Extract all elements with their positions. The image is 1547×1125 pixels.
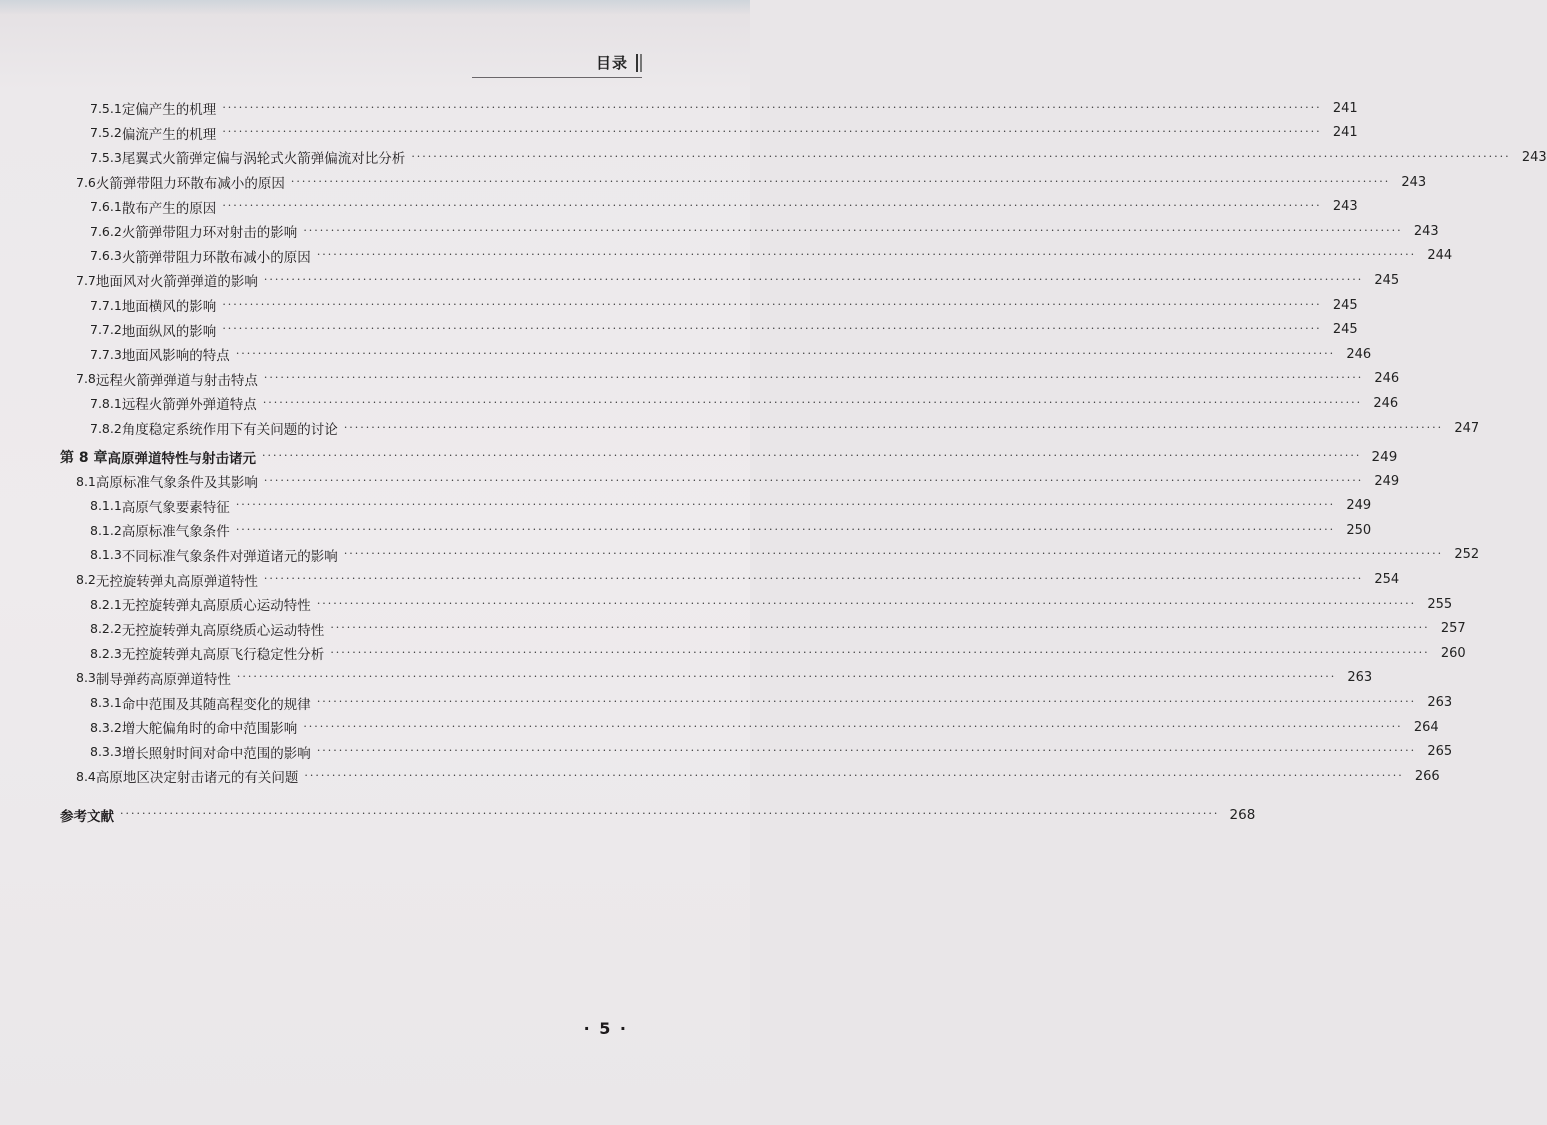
toc-subsection-entry [60, 715, 1439, 740]
toc-subsection-entry [60, 96, 1358, 121]
toc-entry-page: 241 [1332, 125, 1358, 141]
toc-entry-title: 命中范围及其随高程变化的规律 [121, 696, 311, 713]
toc-entry-page: 255 [1427, 596, 1453, 612]
toc-entry-number: 8.1.1 [90, 498, 122, 514]
toc-entry-title: 增长照射时间对命中范围的影响 [121, 745, 311, 762]
toc-section-entry [60, 268, 1400, 293]
toc-leader-dots: ········································································································································································································ [303, 719, 1403, 733]
toc-leader-dots: ········································································································································································································ [222, 199, 1322, 213]
toc-entry-title: 远程火箭弹弹道与射击特点 [95, 372, 258, 389]
toc-entry-number: 7.7.3 [90, 346, 122, 362]
toc-entry-title: 无控旋转弹丸高原质心运动特性 [121, 598, 311, 615]
toc-entry-page: 246 [1374, 371, 1400, 387]
toc-leader-dots: ········································································································································································································ [303, 223, 1403, 237]
toc-entry-number: 7.5.3 [90, 149, 122, 165]
toc-section-entry [60, 170, 1427, 195]
toc-entry-title: 地面风影响的特点 [121, 348, 230, 365]
toc-subsection-entry [60, 494, 1372, 519]
toc-leader-dots: ········································································································································································································ [262, 449, 1362, 463]
toc-leader-dots: ········································································································································································································ [343, 420, 1444, 434]
toc-entry-title: 制导弹药高原弹道特性 [95, 671, 231, 688]
toc-subsection-entry [60, 317, 1358, 342]
toc-entry-number: 8.3.2 [90, 719, 122, 735]
toc-entry-page: 245 [1332, 297, 1358, 313]
toc-entry-page: 250 [1346, 522, 1372, 538]
toc-entry-title: 高原标准气象条件 [121, 524, 230, 541]
toc-entry-number: 8.3.1 [90, 695, 122, 711]
toc-entry-number: 8.3 [76, 670, 96, 686]
toc-subsection-entry [60, 616, 1466, 641]
toc-leader-dots: ········································································································································································································ [304, 768, 1404, 782]
toc-subsection-entry [60, 416, 1480, 441]
toc-entry-page: 249 [1346, 498, 1372, 514]
toc-entry-number: 7.6.2 [90, 223, 122, 239]
toc-subsection-entry [60, 293, 1358, 318]
toc-entry-title: 高原气象要素特征 [121, 499, 230, 516]
page-number: · 5 · [583, 1019, 628, 1038]
toc-entry-number: 8.1.3 [90, 547, 122, 563]
header-bar-mark [636, 54, 638, 72]
toc-leader-dots: ········································································································································································································ [222, 322, 1322, 336]
toc-entry-number: 7.7 [76, 272, 96, 288]
toc-leader-dots: ········································································································································································································ [263, 371, 1364, 385]
toc-entry-page: 245 [1374, 272, 1400, 288]
toc-references-entry [60, 803, 1256, 828]
toc-entry-number: 7.8.2 [90, 420, 122, 436]
toc-entry-page: 266 [1414, 768, 1440, 784]
toc-entry-page: 268 [1229, 806, 1256, 823]
toc-leader-dots: ········································································································································································································ [236, 670, 1337, 684]
toc-entry-title: 无控旋转弹丸高原弹道特性 [95, 573, 258, 590]
toc-entry-page: 243 [1332, 199, 1358, 215]
toc-entry-number: 8.2.1 [90, 596, 122, 612]
toc-entry-number: 8.2.2 [90, 621, 122, 637]
toc-leader-dots: ········································································································································································································ [120, 807, 1220, 821]
toc-entry-page: 264 [1413, 719, 1439, 735]
toc-entry-page: 257 [1440, 621, 1466, 637]
toc-leader-dots: ········································································································································································································ [316, 596, 1417, 610]
toc-entry-title: 火箭弹带阻力环散布减小的原因 [95, 176, 285, 193]
toc-entry-number: 第 8 章 [60, 449, 108, 466]
toc-entry-title: 偏流产生的机理 [121, 126, 217, 143]
toc-entry-title: 无控旋转弹丸高原绕质心运动特性 [121, 622, 325, 639]
toc-entry-title: 地面风对火箭弹弹道的影响 [95, 274, 258, 291]
toc-entry-number: 7.6.1 [90, 199, 122, 215]
toc-leader-dots: ········································································································································································································ [263, 572, 1364, 586]
toc-entry-page: 241 [1332, 100, 1358, 116]
toc-subsection-entry [60, 121, 1358, 146]
toc-subsection-entry [60, 739, 1453, 764]
toc-entry-number: 7.5.2 [90, 125, 122, 141]
toc-section-entry [60, 764, 1440, 789]
toc-entry-number: 7.5.1 [90, 100, 122, 116]
toc-entry-page: 254 [1374, 572, 1400, 588]
toc-entry-page: 265 [1427, 744, 1453, 760]
toc-leader-dots: ········································································································································································································ [235, 522, 1336, 536]
toc-subsection-entry [60, 543, 1480, 568]
toc-entry-title: 尾翼式火箭弹定偏与涡轮式火箭弹偏流对比分析 [121, 151, 406, 168]
toc-leader-dots: ········································································································································································································ [316, 695, 1417, 709]
toc-entry-title: 高原弹道特性与射击诸元 [107, 450, 256, 467]
toc-entry-page: 246 [1346, 346, 1372, 362]
toc-subsection-entry [60, 145, 1547, 170]
toc-leader-dots: ········································································································································································································ [263, 272, 1364, 286]
table-of-contents [60, 96, 1547, 827]
toc-leader-dots: ········································································································································································································ [222, 100, 1322, 114]
toc-section-entry [60, 666, 1373, 691]
running-header [596, 52, 642, 73]
toc-subsection-entry [60, 690, 1453, 715]
toc-entry-number: 7.8.1 [90, 395, 122, 411]
toc-leader-dots: ········································································································································································································ [222, 125, 1322, 139]
toc-leader-dots: ········································································································································································································ [263, 473, 1364, 487]
toc-subsection-entry [60, 342, 1372, 367]
toc-leader-dots: ········································································································································································································ [343, 547, 1444, 561]
toc-entry-page: 260 [1440, 645, 1466, 661]
toc-section-entry [60, 367, 1400, 392]
toc-subsection-entry [60, 244, 1453, 269]
toc-entry-title: 散布产生的原因 [121, 200, 217, 217]
toc-entry-title: 远程火箭弹外弹道特点 [121, 397, 257, 414]
toc-leader-dots: ········································································································································································································ [330, 621, 1430, 635]
toc-leader-dots: ········································································································································································································ [316, 248, 1417, 262]
toc-entry-title: 火箭弹带阻力环对射击的影响 [121, 225, 298, 242]
toc-entry-title: 地面纵风的影响 [121, 323, 217, 340]
toc-entry-number: 8.2.3 [90, 645, 122, 661]
toc-entry-page: 243 [1413, 223, 1439, 239]
toc-entry-number: 8.3.3 [90, 744, 122, 760]
running-header-title: 目录 [595, 54, 628, 72]
toc-entry-page: 252 [1454, 547, 1480, 563]
toc-entry-page: 249 [1374, 473, 1400, 489]
toc-subsection-entry [60, 391, 1399, 416]
toc-leader-dots: ········································································································································································································ [316, 744, 1417, 758]
toc-entry-title: 高原标准气象条件及其影响 [95, 475, 258, 492]
toc-leader-dots: ········································································································································································································ [262, 395, 1363, 409]
toc-entry-page: 245 [1332, 322, 1358, 338]
toc-entry-page: 246 [1373, 395, 1399, 411]
toc-entry-number: 7.6.3 [90, 248, 122, 264]
toc-entry-title: 高原地区决定射击诸元的有关问题 [95, 770, 299, 787]
toc-entry-page: 263 [1347, 670, 1373, 686]
toc-entry-number: 8.4 [76, 768, 96, 784]
toc-leader-dots: ········································································································································································································ [330, 645, 1430, 659]
toc-entry-page: 263 [1427, 695, 1453, 711]
toc-entry-title: 地面横风的影响 [121, 299, 217, 316]
toc-subsection-entry [60, 641, 1466, 666]
toc-leader-dots: ········································································································································································································ [290, 174, 1391, 188]
toc-entry-title: 火箭弹带阻力环散布减小的原因 [121, 249, 311, 266]
toc-section-entry [60, 567, 1400, 592]
toc-entry-number: 8.1 [76, 473, 96, 489]
toc-subsection-entry [60, 219, 1439, 244]
toc-chapter-entry [60, 444, 1398, 469]
toc-entry-number: 8.1.2 [90, 522, 122, 538]
toc-entry-page: 243 [1521, 149, 1547, 165]
toc-entry-title: 角度稳定系统作用下有关问题的讨论 [121, 422, 338, 439]
toc-subsection-entry [60, 592, 1453, 617]
toc-entry-number: 7.7.2 [90, 322, 122, 338]
toc-leader-dots: ········································································································································································································ [222, 297, 1322, 311]
header-bar-mark [640, 54, 642, 72]
header-rule [472, 77, 642, 78]
toc-entry-page: 247 [1454, 420, 1480, 436]
toc-leader-dots: ········································································································································································································ [411, 149, 1511, 163]
toc-entry-title: 无控旋转弹丸高原飞行稳定性分析 [121, 647, 325, 664]
toc-entry-title: 不同标准气象条件对弹道诸元的影响 [121, 548, 338, 565]
toc-entry-number: 7.8 [76, 371, 96, 387]
toc-entry-page: 243 [1401, 174, 1427, 190]
toc-leader-dots: ········································································································································································································ [235, 346, 1336, 360]
toc-entry-title: 增大舵偏角时的命中范围影响 [121, 721, 298, 738]
toc-entry-page: 244 [1427, 248, 1453, 264]
toc-entry-number: 7.7.1 [90, 297, 122, 313]
toc-subsection-entry [60, 518, 1372, 543]
toc-entry-title: 参考文献 [60, 808, 114, 825]
toc-section-entry [60, 469, 1400, 494]
toc-entry-page: 249 [1371, 448, 1398, 465]
toc-entry-number: 7.6 [76, 174, 96, 190]
toc-entry-number: 8.2 [76, 572, 96, 588]
toc-subsection-entry [60, 194, 1358, 219]
page-top-edge [0, 0, 750, 14]
toc-entry-title: 定偏产生的机理 [121, 102, 217, 119]
toc-leader-dots: ········································································································································································································ [235, 498, 1336, 512]
